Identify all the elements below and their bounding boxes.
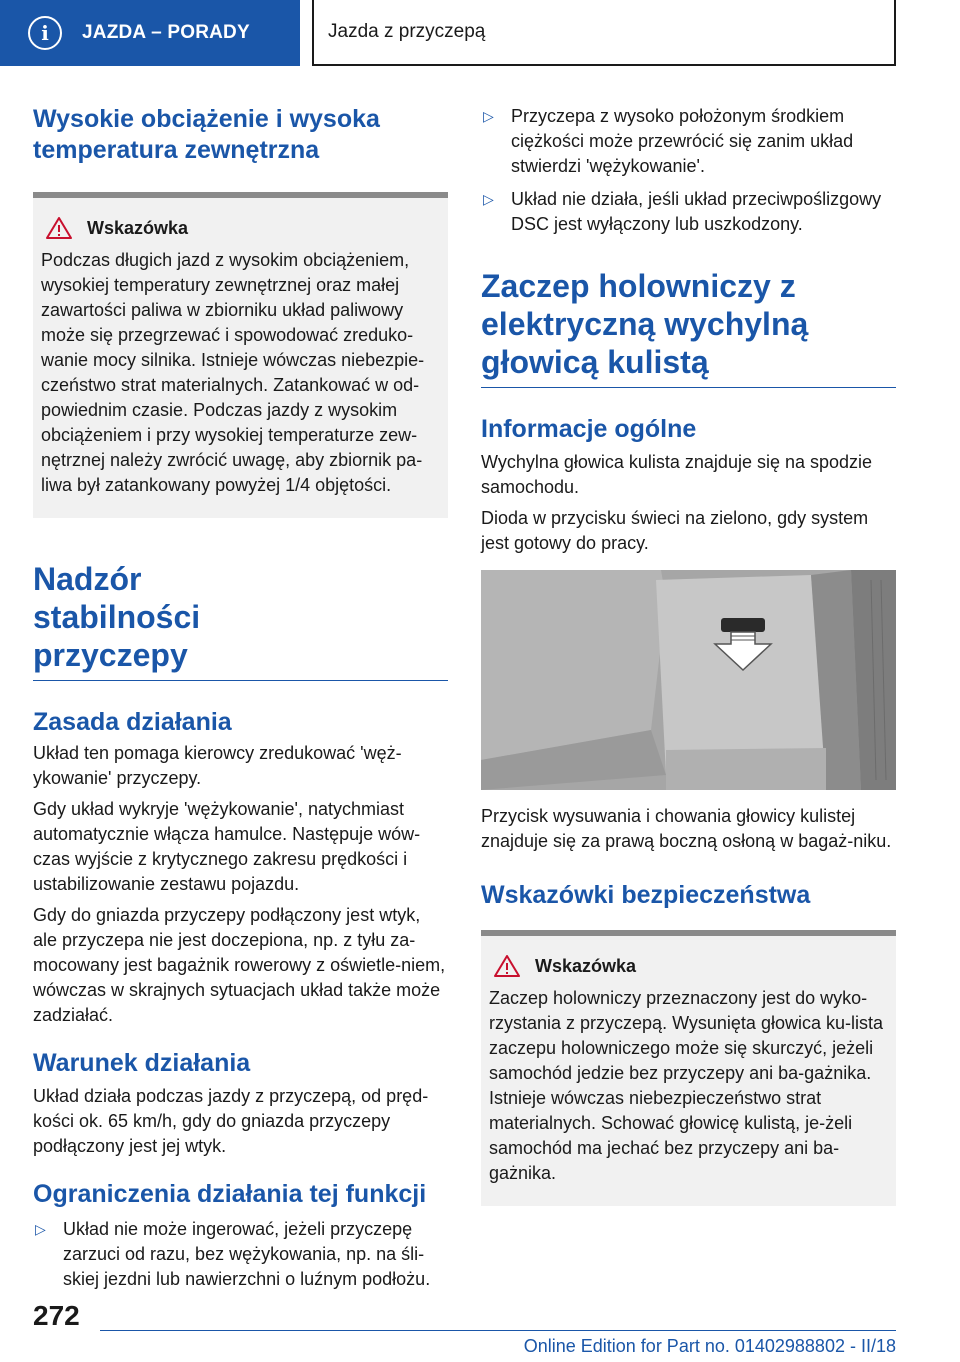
paragraph: Dioda w przycisku świeci na zielono, gdy system jest gotowy do pracy.	[481, 508, 869, 553]
chapter-underline	[33, 680, 448, 681]
notice-text: Zaczep holowniczy przeznaczony jest do wyko-rzystania z przyczepą. Wysunięta głowica ku-lista zaczepu holowniczego może się skurczyć, jeżeli samochód jedzie bez przyczepy ani ba-gażnika. Istnieje wówczas niebezpieczeństwo strat materialnych. Schować głowicę kulistą, je-żeli samochód ma jechać bez przyczepy ani ba-gażnika.	[489, 988, 883, 1183]
trunk-panel-illustration	[481, 570, 896, 790]
heading-limitations: Ograniczenia działania tej funkcji	[33, 1180, 427, 1208]
heading-general-info: Informacje ogólne	[481, 415, 697, 443]
notice-text: Podczas długich jazd z wysokim obciążeniem, wysokiej temperatury zewnętrznej oraz małej zawartości paliwa w zbiorniku układ paliwowy może się przegrzewać i spowodować zreduko-wanie mocy silnika. Istnieje wówczas niebezpie-czeństwo strat materialnych. Zatankować w od-powiednim czasie. Podczas jazdy z wysokim obciążeniem i przy wysokiej temperaturze zew-nętrznej należy zwrócić uwagę, aby zbiornik pa-liwa był zatankowany powyżej 1/4 objętości.	[41, 250, 425, 495]
heading-condition: Warunek działania	[33, 1049, 251, 1077]
warning-icon	[45, 216, 73, 240]
paragraph: Gdy do gniazda przyczepy podłączony jest wtyk, ale przyczepa nie jest doczepiona, np. z tyłu za-mocowany jest bagażnik rowerowy z oświetle-niem, wówczas w skrajnych sytuacjach układ także może zadziałać.	[33, 905, 446, 1025]
heading-high-load: Wysokie obciążenie i wysoka temperatura zewnętrzna	[33, 105, 380, 164]
notice-title: Wskazówka	[535, 955, 637, 976]
paragraph: Układ ten pomaga kierowcy zredukować 'węż-ykowanie' przyczepy.	[33, 743, 402, 788]
limitations-list	[33, 1217, 448, 1292]
chapter-tab	[0, 0, 300, 66]
page-header	[0, 0, 960, 66]
footer-divider	[100, 1330, 896, 1331]
triangle-bullet-icon: ▷	[483, 191, 494, 207]
paragraph: Gdy układ wykryje 'wężykowanie', natychmiast automatycznie włącza hamulce. Następuje wów-czas wyjście z krytycznego zakresu prędkości i ustabilizowanie zestawu pojazdu.	[33, 799, 421, 894]
paragraph: Układ działa podczas jazdy z przyczepą, od pręd-kości ok. 65 km/h, gdy do gniazda przyczepy podłączony jest jej wtyk.	[33, 1086, 429, 1156]
heading-principle: Zasada działania	[33, 708, 232, 736]
edition-text: Online Edition for Part no. 01402988802 - II/18	[523, 1336, 896, 1356]
list-item: ▷ Układ nie działa, jeśli układ przeciwpoślizgowy DSC jest wyłączony lub uszkodzony.	[483, 189, 882, 234]
section-title-box	[312, 0, 896, 66]
limitations-list-continued	[481, 104, 896, 237]
warning-icon	[493, 954, 521, 978]
chapter-tab-label: JAZDA – PORADY	[82, 22, 250, 43]
trunk-button-photo	[481, 570, 896, 790]
heading-safety-tips: Wskazówki bezpieczeństwa	[481, 881, 811, 909]
notice-header	[489, 954, 888, 978]
left-column	[33, 100, 448, 1300]
triangle-bullet-icon: ▷	[35, 1221, 46, 1237]
notice-title: Wskazówka	[87, 217, 189, 238]
figure-caption: Przycisk wysuwania i chowania głowicy kulistej znajduje się za prawą boczną osłoną w bagaż-niku.	[481, 806, 892, 851]
section-title: Jazda z przyczepą	[328, 21, 486, 42]
warning-notice	[33, 192, 448, 518]
list-item: ▷ Układ nie może ingerować, jeżeli przyczepę zarzuci od razu, bez wężykowania, np. na śli-skiej jezdni lub nawierzchni o luźnym podłożu.	[35, 1219, 431, 1289]
page-number: 272	[33, 1300, 80, 1331]
chapter-tow-hitch: Zaczep holowniczy z elektryczną wychylną głowicą kulistą	[481, 268, 809, 380]
triangle-bullet-icon: ▷	[483, 108, 494, 124]
warning-notice	[481, 930, 896, 1206]
chapter-underline	[481, 387, 896, 388]
notice-header	[41, 216, 440, 240]
chapter-trailer-stability: Nadzór stabilności przyczepy	[33, 561, 201, 673]
info-icon: i	[28, 16, 62, 50]
right-column	[481, 100, 896, 1206]
list-item: ▷ Przyczepa z wysoko położonym środkiem ciężkości może przewrócić się zanim układ stwierdzi 'wężykowanie'.	[483, 106, 854, 176]
paragraph: Wychylna głowica kulista znajduje się na spodzie samochodu.	[481, 452, 873, 497]
